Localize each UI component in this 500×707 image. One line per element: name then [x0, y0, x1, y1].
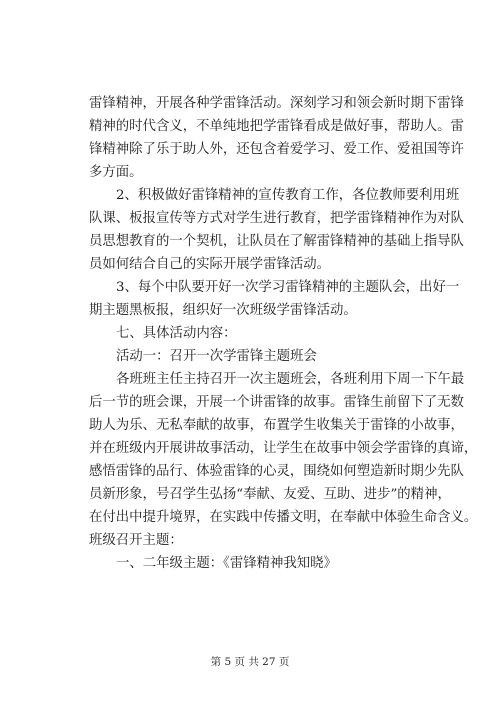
text-line: 员如何结合自己的实际开展学雷锋活动。 — [89, 257, 331, 272]
text-line: 活动一：召开一次学雷锋主题班会 — [116, 349, 317, 364]
text-line: 锋精神除了乐于助人外，还包含着爱学习、爱工作、爱祖国等许 — [89, 142, 464, 157]
text-line: 雷锋精神，开展各种学雷锋活动。深刻学习和领会新时期下雷锋 — [89, 96, 464, 111]
text-line: 七、具体活动内容： — [116, 326, 237, 341]
text-line: 员思想教育的一个契机，让队员在了解雷锋精神的基础上指导队 — [89, 234, 464, 249]
text-line: 3、每个中队要开好一次学习雷锋精神的主题队会，出好一 — [116, 280, 460, 295]
paragraph-7 — [89, 552, 412, 575]
paragraph-3 — [89, 276, 460, 322]
text-line: 一、二年级主题：《雷锋精神我知晓》 — [116, 556, 337, 571]
text-line: 助人为乐、无私奉献的故事，布置学生收集关于雷锋的小故事， — [89, 418, 464, 433]
paragraph-2 — [89, 184, 464, 276]
section-heading — [89, 322, 412, 345]
activity-heading — [89, 345, 412, 368]
document-body — [89, 92, 478, 575]
text-line: 后一节的班会课，开展一个讲雷锋的故事。雷锋生前留下了无数 — [89, 395, 464, 410]
text-line: 并在班级内开展讲故事活动，让学生在故事中领会学雷锋的真谛， — [89, 441, 478, 456]
text-line: 班级召开主题： — [89, 533, 183, 548]
text-line: 多方面。 — [89, 165, 143, 180]
page-number-footer: 第 5 页 共 27 页 — [210, 656, 290, 668]
text-line: 在付出中提升境界，在实践中传播文明，在奉献中体验生命含义。 — [89, 510, 478, 525]
text-line: 队课、板报宣传等方式对学生进行教育，把学雷锋精神作为对队 — [89, 211, 464, 226]
text-line: 各班班主任主持召开一次主题班会，各班利用下周一下午最 — [116, 372, 465, 387]
paragraph-1 — [89, 92, 464, 184]
paragraph-6 — [89, 368, 478, 552]
text-line: 期主题黑板报，组织好一次班级学雷锋活动。 — [89, 303, 357, 318]
text-line: 感悟雷锋的品行、体验雷锋的心灵，围绕如何塑造新时期少先队 — [89, 464, 464, 479]
text-line: 2、积极做好雷锋精神的宣传教育工作，各位教师要利用班 — [116, 188, 460, 203]
text-line: 员新形象，号召学生弘扬“奉献、友爱、互助、进步”的精神， — [89, 487, 451, 502]
text-line: 精神的时代含义，不单纯地把学雷锋看成是做好事，帮助人。雷 — [89, 119, 464, 134]
